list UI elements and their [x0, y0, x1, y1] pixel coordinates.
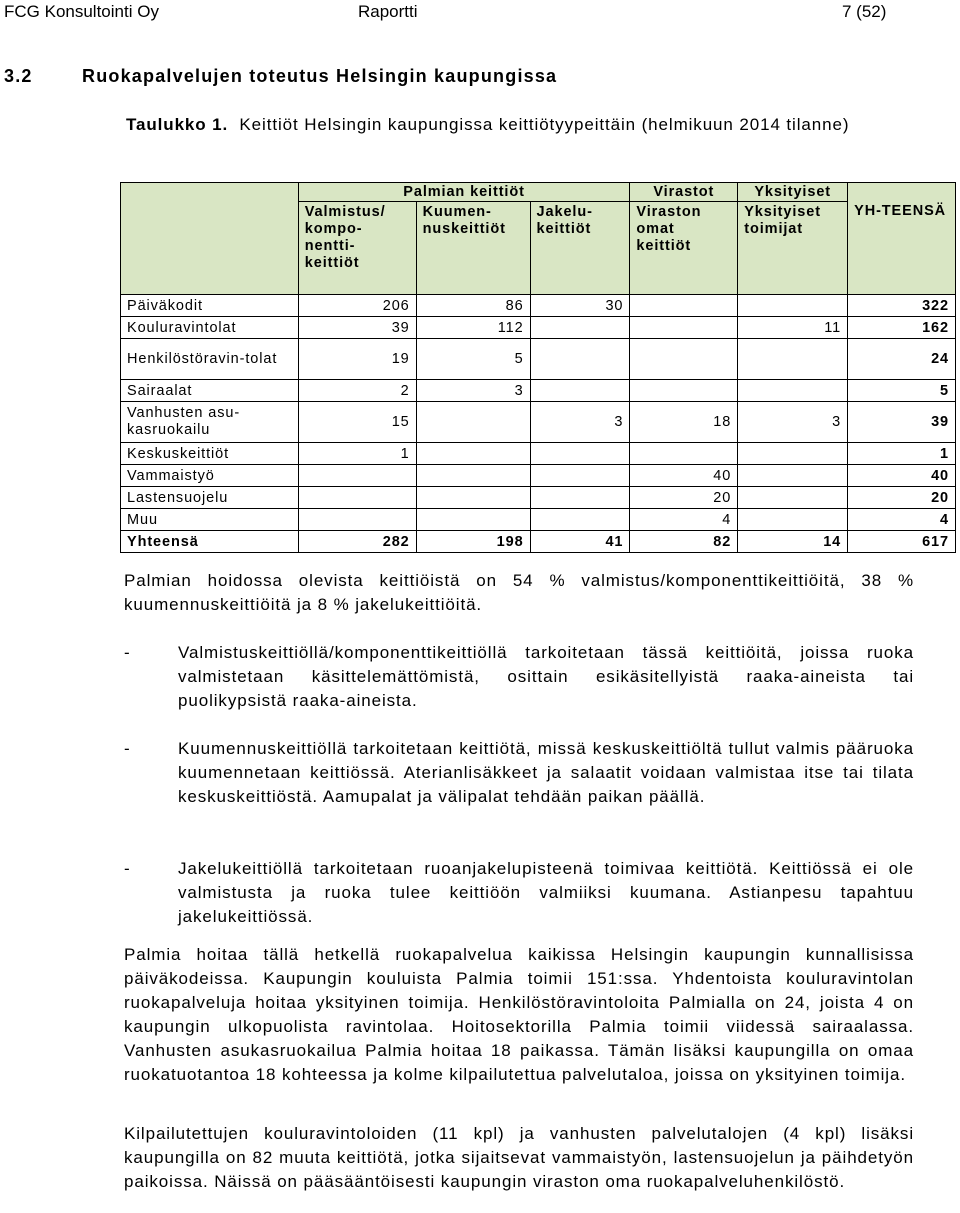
cell-total: 39 — [848, 402, 956, 443]
cell — [530, 443, 630, 465]
cell: 14 — [738, 531, 848, 553]
cell-total: 322 — [848, 295, 956, 317]
col-valmistus: Valmistus/ kompo-nentti-keittiöt — [298, 202, 416, 295]
row-label: Päiväkodit — [121, 295, 299, 317]
cell: 2 — [298, 380, 416, 402]
table-row — [121, 317, 956, 339]
cell — [416, 402, 530, 443]
row-label: Muu — [121, 509, 299, 531]
cell — [738, 295, 848, 317]
cell-total: 5 — [848, 380, 956, 402]
cell-total: 40 — [848, 465, 956, 487]
cell: 282 — [298, 531, 416, 553]
cell — [738, 339, 848, 380]
bullet-kuumennuskeittio — [124, 737, 914, 809]
table-row — [121, 443, 956, 465]
kitchens-table — [120, 182, 956, 553]
col-jakelu: Jakelu-keittiöt — [530, 202, 630, 295]
cell — [738, 380, 848, 402]
cell: 39 — [298, 317, 416, 339]
section-heading — [4, 66, 557, 87]
cell: 19 — [298, 339, 416, 380]
cell — [630, 339, 738, 380]
cell-total: 1 — [848, 443, 956, 465]
header-page-number: 7 (52) — [842, 2, 887, 21]
bullet-dash: - — [124, 739, 131, 758]
cell — [530, 487, 630, 509]
cell — [298, 509, 416, 531]
caption-label: Taulukko 1. — [126, 115, 229, 134]
cell — [298, 487, 416, 509]
cell-total: 24 — [848, 339, 956, 380]
cell — [530, 339, 630, 380]
table-row — [121, 509, 956, 531]
table-group-header-row — [121, 183, 956, 202]
col-kuumennus: Kuumen-nuskeittiöt — [416, 202, 530, 295]
cell: 82 — [630, 531, 738, 553]
cell — [738, 487, 848, 509]
cell: 86 — [416, 295, 530, 317]
paragraph-palmia-services: Palmia hoitaa tällä hetkellä ruokapalvelua kaikissa Helsingin kaupungin kunnallisissa päiväkodeissa. Kaupungin kouluista Palmia toimii 151:ssa. Yhdentoista kouluravintolan ruokapalveluja hoitaa yksityinen toimija. Henkilöstöravintoloita Palmialla on 24, joista 4 on kaupungin ulkopuolista ravintolaa. Hoitosektorilla Palmia toimii viidessä sairaalassa. Vanhusten asukasruokailua Palmia hoitaa 18 paikassa. Tämän lisäksi kaupungilla on omaa ruokatuotantoa 18 kohteessa ja kolme kilpailutettua palvelutaloa, joissa on yksityinen toimija. — [124, 945, 914, 1084]
cell: 3 — [530, 402, 630, 443]
caption-text: Keittiöt Helsingin kaupungissa keittiötyypeittäin (helmikuun 2014 tilanne) — [239, 115, 850, 134]
header-doc-type: Raportti — [358, 2, 418, 21]
cell — [530, 317, 630, 339]
cell: 198 — [416, 531, 530, 553]
cell: 30 — [530, 295, 630, 317]
cell — [630, 443, 738, 465]
table-row — [121, 487, 956, 509]
col-yksityiset: Yksityiset toimijat — [738, 202, 848, 295]
row-label: Henkilöstöravin-tolat — [121, 339, 299, 380]
row-label: Keskuskeittiöt — [121, 443, 299, 465]
cell: 20 — [630, 487, 738, 509]
cell — [630, 380, 738, 402]
section-number: 3.2 — [4, 66, 33, 86]
cell: 41 — [530, 531, 630, 553]
cell — [630, 317, 738, 339]
cell: 112 — [416, 317, 530, 339]
cell-total: 617 — [848, 531, 956, 553]
group-yksityiset: Yksityiset — [738, 183, 848, 202]
cell-total: 20 — [848, 487, 956, 509]
cell — [738, 465, 848, 487]
cell: 5 — [416, 339, 530, 380]
row-label: Yhteensä — [121, 531, 299, 553]
cell: 11 — [738, 317, 848, 339]
group-palmia: Palmian keittiöt — [298, 183, 630, 202]
bullet-dash: - — [124, 859, 131, 878]
bullet-valmistuskeittio — [124, 641, 914, 713]
row-label: Sairaalat — [121, 380, 299, 402]
cell: 18 — [630, 402, 738, 443]
section-title: Ruokapalvelujen toteutus Helsingin kaupungissa — [82, 66, 558, 86]
cell-total: 4 — [848, 509, 956, 531]
col-yhteensa: YH-TEENSÄ — [848, 183, 956, 295]
bullet-text: Jakelukeittiöllä tarkoitetaan ruoanjakelupisteenä toimivaa keittiötä. Keittiössä ei ole valmistusta ja ruoka tulee keittiöön valmiiksi kuumana. Astianpesu tapahtuu jakelukeittiössä. — [178, 859, 914, 926]
cell — [298, 465, 416, 487]
cell — [416, 443, 530, 465]
cell — [530, 509, 630, 531]
table-row — [121, 339, 956, 380]
bullet-text: Kuumennuskeittiöllä tarkoitetaan keittiötä, missä keskuskeittiöltä tullut valmis pääruoka kuumennetaan keittiössä. Aterianlisäkkeet ja salaatit voidaan valmistaa itse tai tilata keskuskeittiöstä. Aamupalat ja välipalat tehdään paikan päällä. — [178, 739, 914, 806]
cell-total: 162 — [848, 317, 956, 339]
cell — [416, 487, 530, 509]
cell — [416, 465, 530, 487]
cell: 3 — [738, 402, 848, 443]
row-label: Vammaistyö — [121, 465, 299, 487]
cell: 206 — [298, 295, 416, 317]
cell — [530, 465, 630, 487]
table-caption — [4, 113, 904, 137]
bullet-jakelukeittio — [124, 857, 914, 929]
bullet-text: Valmistuskeittiöllä/komponenttikeittiöllä tarkoitetaan tässä keittiöitä, joissa ruoka valmistetaan käsittelemättömistä, osittain esikäsitellyistä raaka-aineista tai puolikypsistä raaka-aineista. — [178, 643, 914, 710]
table-row — [121, 295, 956, 317]
row-label: Kouluravintolat — [121, 317, 299, 339]
paragraph-competition: Kilpailutettujen kouluravintoloiden (11 kpl) ja vanhusten palvelutalojen (4 kpl) lisäksi kaupungilla on 82 muuta keittiötä, jotka sijaitsevat vammaistyön, lastensuojelun ja päihdetyön paikoissa. Näissä on pääsääntöisesti kaupungin viraston oma ruokapalveluhenkilöstö. — [124, 1124, 914, 1191]
bullet-dash: - — [124, 643, 131, 662]
cell — [738, 443, 848, 465]
col-viraston: Viraston omat keittiöt — [630, 202, 738, 295]
table-row — [121, 465, 956, 487]
row-label: Lastensuojelu — [121, 487, 299, 509]
group-virastot: Virastot — [630, 183, 738, 202]
table-corner-cell — [121, 183, 299, 295]
cell: 1 — [298, 443, 416, 465]
row-label: Vanhusten asu-kasruokailu — [121, 402, 299, 443]
page-header — [0, 0, 960, 30]
cell — [630, 295, 738, 317]
table-row — [121, 402, 956, 443]
cell — [530, 380, 630, 402]
cell: 15 — [298, 402, 416, 443]
table-row — [121, 380, 956, 402]
paragraph-palmia-share: Palmian hoidossa olevista keittiöistä on 54 % valmistus/komponenttikeittiöitä, 38 % kuumennuskeittiöitä ja 8 % jakelukeittiöitä. — [124, 571, 914, 614]
cell — [416, 509, 530, 531]
cell — [738, 509, 848, 531]
header-company: FCG Konsultointi Oy — [4, 2, 159, 21]
cell: 4 — [630, 509, 738, 531]
cell: 3 — [416, 380, 530, 402]
table-total-row — [121, 531, 956, 553]
cell: 40 — [630, 465, 738, 487]
